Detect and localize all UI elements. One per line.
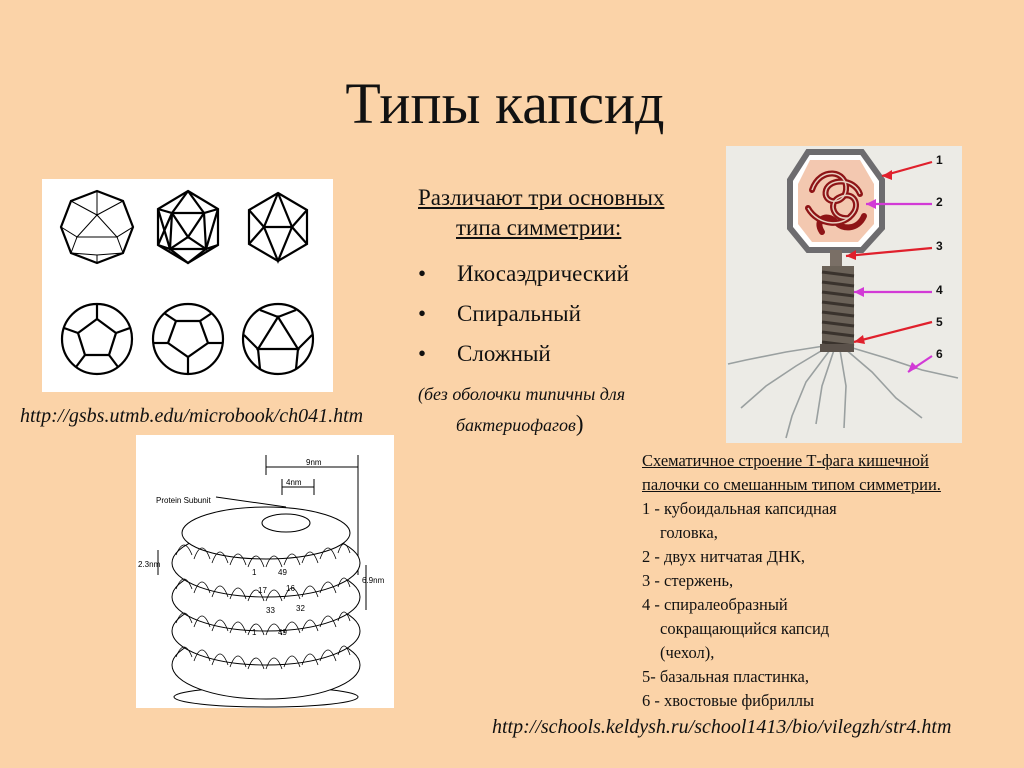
intro-text: [418, 183, 728, 243]
list-item: 6 - хвостовые фибриллы: [642, 691, 815, 710]
symmetry-types-list: [418, 259, 629, 379]
marker-4: 4: [936, 283, 943, 297]
list-item: [418, 259, 629, 299]
caption-line-2: палочки со смешанным типом симметрии.: [642, 475, 941, 494]
protein-subunit-label: Protein Subunit: [156, 496, 211, 505]
polyhedra-source-link[interactable]: http://gsbs.utmb.edu/microbook/ch041.htm: [20, 405, 364, 427]
phage-description: [642, 449, 1012, 713]
polyhedra-drawing: [42, 179, 333, 392]
list-item: [418, 299, 629, 339]
bacteriophage-note: [418, 379, 708, 440]
arrow-5: [854, 322, 932, 342]
subunit-number: 33: [266, 606, 275, 615]
note-line-2: бактериофагов: [456, 415, 576, 435]
phage-drawing: [726, 146, 962, 443]
subunit-number: 1: [252, 628, 257, 637]
list-item: сокращающийся капсид: [660, 619, 830, 638]
bullet-icon: •: [418, 341, 427, 366]
marker-3: 3: [936, 239, 943, 253]
dim-2-3nm-label: 2.3nm: [138, 560, 161, 569]
subunit-number: 16: [286, 584, 295, 593]
list-item: 2 - двух нитчатая ДНК,: [642, 547, 806, 566]
note-line-1: (без оболочки типичны для: [418, 384, 626, 404]
dim-9nm-label: 9nm: [306, 458, 322, 467]
list-item: 4 - спиралеобразный: [642, 595, 788, 614]
dim-4nm-label: 4nm: [286, 478, 302, 487]
note-close-paren: ): [575, 411, 584, 436]
marker-5: 5: [936, 315, 943, 329]
caption-line-1: Схематичное строение Т-фага кишечной: [642, 451, 929, 470]
list-item-label: Спиральный: [457, 301, 581, 326]
list-item: головка,: [660, 523, 718, 542]
list-item-label: Икосаэдрический: [457, 261, 629, 286]
list-item: 1 - кубоидальная капсидная: [642, 499, 837, 518]
phage-image: [726, 146, 962, 443]
slide-title: Типы капсид: [345, 71, 665, 136]
list-item-label: Сложный: [457, 341, 551, 366]
intro-line-2: типа симметрии:: [456, 215, 622, 240]
list-item: 5- базальная пластинка,: [642, 667, 809, 686]
bullet-icon: •: [418, 301, 427, 326]
subunit-number: 49: [278, 568, 287, 577]
marker-1: 1: [936, 153, 943, 167]
marker-6: 6: [936, 347, 943, 361]
intro-line-1: Различают три основных: [418, 185, 665, 210]
phage-source-link[interactable]: http://schools.keldysh.ru/school1413/bio/vilegzh/str4.htm: [492, 716, 952, 738]
list-item: (чехол),: [660, 643, 715, 662]
subunit-number: 1: [252, 568, 257, 577]
subunit-number: 49: [278, 628, 287, 637]
polyhedra-image: [42, 179, 333, 392]
dim-6-9nm-label: 6.9nm: [362, 576, 385, 585]
subunit-number: 17: [258, 586, 267, 595]
marker-2: 2: [936, 195, 943, 209]
helical-capsid-image: [136, 435, 394, 708]
bullet-icon: •: [418, 261, 427, 286]
list-item: [418, 339, 629, 379]
list-item: 3 - стержень,: [642, 571, 734, 590]
helical-capsid-drawing: [136, 435, 394, 708]
subunit-number: 32: [296, 604, 305, 613]
